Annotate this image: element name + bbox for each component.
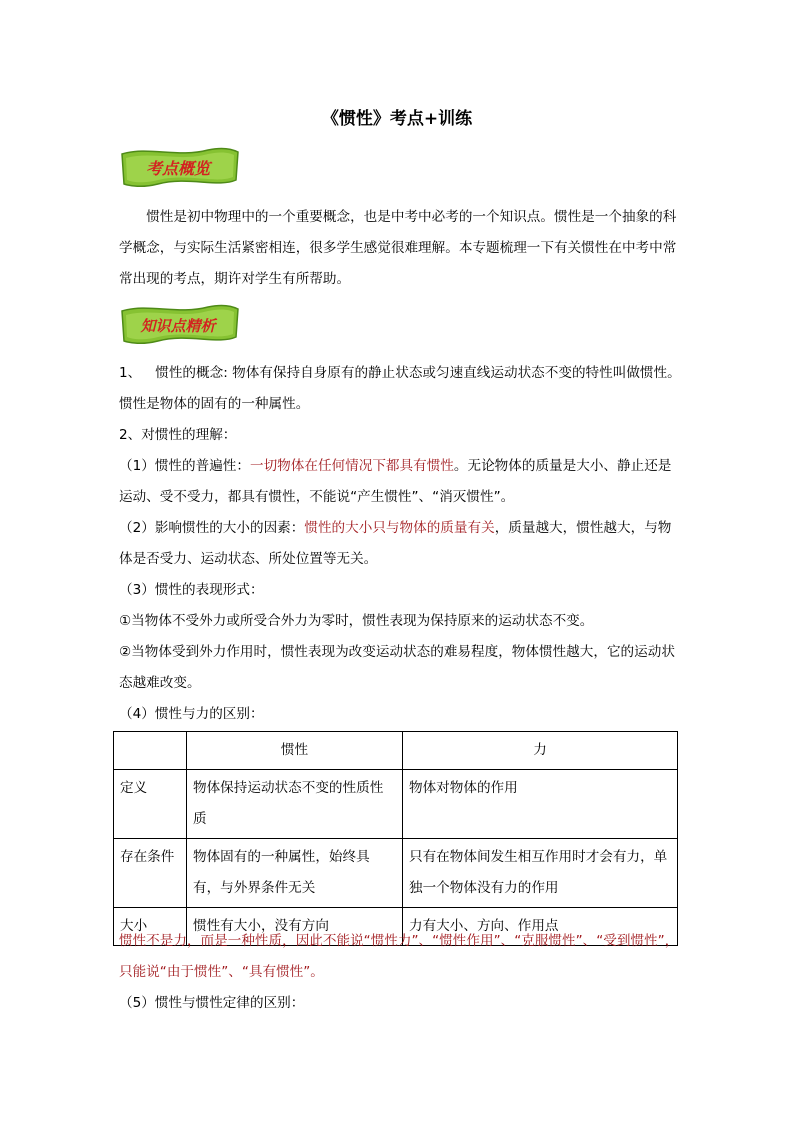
- banner-overview-label: 考点概览: [145, 159, 211, 178]
- point3-item2: ②当物体受到外力作用时，惯性表现为改变运动状态的难易程度，物体惯性越大，它的运动状态越难改变。: [119, 644, 675, 691]
- section1-definition: 惯性的概念: 物体有保持自身原有的静止状态或匀速直线运动状态不变的特性叫做惯性。: [155, 365, 681, 381]
- table-cell: 定义: [114, 770, 187, 839]
- banner-knowledge: [118, 301, 242, 347]
- table-cell: 大小: [114, 908, 187, 946]
- inertia-force-table: [113, 731, 678, 946]
- table-cell: 物体固有的一种属性，始终具有，与外界条件无关: [187, 839, 403, 908]
- table-cell: 只有在物体间发生相互作用时才会有力，单独一个物体没有力的作用: [403, 839, 678, 908]
- point3-heading: （3）惯性的表现形式：: [119, 582, 264, 598]
- table-header-row: [114, 732, 678, 770]
- point2-paragraph: [119, 513, 679, 575]
- point1-text: 。无论物体的质量是大小、静止还是运动、受不受力，都具有惯性，不能说“产生惯性”、“消灭惯性”。: [119, 458, 672, 505]
- point4-heading: （4）惯性与力的区别：: [119, 706, 264, 722]
- table-cell: 存在条件: [114, 839, 187, 908]
- section2-heading: 2、对惯性的理解：: [119, 427, 237, 443]
- intro-paragraph: 惯性是初中物理中的一个重要概念，也是中考中必考的一个知识点。惯性是一个抽象的科学概念，与实际生活紧密相连，很多学生感觉很难理解。本专题梳理一下有关惯性在中考中常常出现的考点，期许对学生有所帮助。: [119, 209, 677, 287]
- table-row: [114, 770, 678, 839]
- point3-item1: ①当物体不受外力或所受合外力为零时，惯性表现为保持原来的运动状态不变。: [119, 613, 594, 629]
- point2-highlight: 惯性的大小只与物体的质量有关: [304, 520, 495, 536]
- table-cell: 物体保持运动状态不变的性质性质: [187, 770, 403, 839]
- banner-knowledge-label: 知识点精析: [140, 317, 216, 335]
- banner-overview: [118, 144, 242, 190]
- inertia-note: 惯性不是力，而是一种性质，因此不能说“惯性力”、“惯性作用”、“克服惯性”、“受到惯性”，只能说“由于惯性”、“具有惯性”。: [119, 933, 679, 980]
- table-cell: 惯性有大小，没有方向: [187, 908, 403, 946]
- table-cell: 物体对物体的作用: [403, 770, 678, 839]
- point1-paragraph: [119, 451, 679, 513]
- page-title: 《惯性》考点+训练: [321, 109, 473, 129]
- point2-label: （2）影响惯性的大小的因素：: [119, 520, 305, 536]
- table-header-cell: 惯性: [187, 732, 403, 770]
- point1-label: （1）惯性的普遍性：: [119, 458, 250, 474]
- table-cell: 力有大小、方向、作用点: [403, 908, 678, 946]
- section1-number: 1、: [119, 365, 142, 381]
- section1-line1: [119, 358, 684, 389]
- table-header-cell: 力: [403, 732, 678, 770]
- point5-heading: （5）惯性与惯性定律的区别：: [119, 995, 305, 1011]
- point2-text: ，质量越大，惯性越大，与物体是否受力、运动状态、所处位置等无关。: [119, 520, 672, 567]
- table-row: [114, 839, 678, 908]
- point1-highlight: 一切物体在任何情况下都具有惯性: [250, 458, 454, 474]
- section1-line2: 惯性是物体的固有的一种属性。: [119, 396, 310, 412]
- table-header-cell: [114, 732, 187, 770]
